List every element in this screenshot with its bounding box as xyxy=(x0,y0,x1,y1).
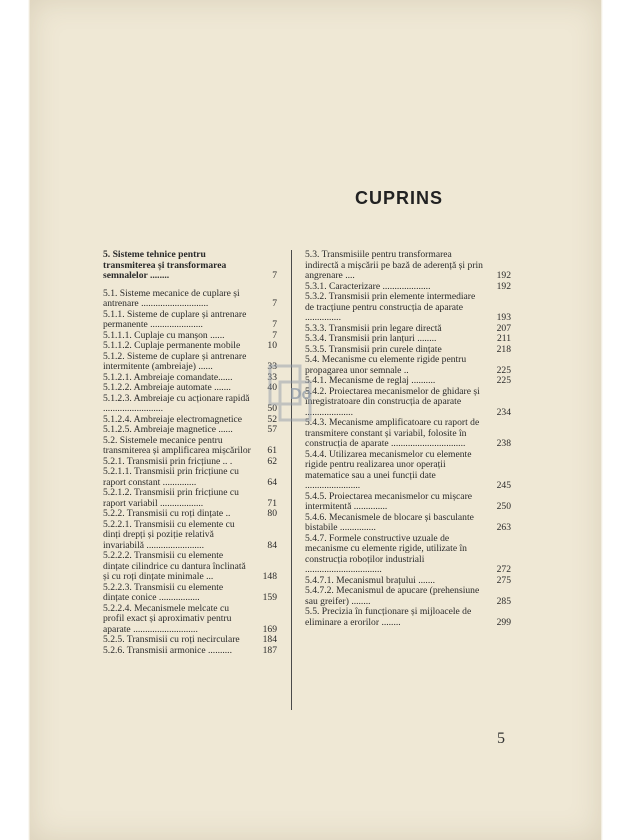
toc-entry-page: 285 xyxy=(496,595,511,607)
toc-entry-page: 225 xyxy=(496,375,511,386)
toc-entry-title: 5.2.5. Transmisii cu roți necirculare xyxy=(103,634,240,645)
toc-entry-title: 5.4.7.1. Mecanismul brațului ....... xyxy=(305,574,436,586)
toc-entry-page: 33 xyxy=(267,371,277,383)
toc-entry-title: 5.4.5. Proiectarea mecanismelor cu mișcare intermitentă .............. xyxy=(305,490,473,512)
toc-entry-page: 169 xyxy=(262,623,277,635)
toc-entry-title: 5.1.2.3. Ambreiaje cu acționare rapidă ......................... xyxy=(103,392,250,414)
toc-entry-page: 84 xyxy=(267,539,277,551)
toc-entry-title: 5.3.3. Transmisii prin legare directă xyxy=(305,322,442,334)
toc-entry-page: 207 xyxy=(496,322,511,334)
toc-entry-page: 71 xyxy=(267,497,277,509)
toc-entry-title: 5.5. Precizia în funcționare și mijloacele de eliminare a erorilor ........ xyxy=(305,606,472,628)
toc-entry-title: 5.2.1.1. Transmisii prin fricțiune cu raport constant .............. xyxy=(103,466,239,488)
toc-entry-title: 5.1.2.1. Ambreiaje comandate...... xyxy=(103,371,233,383)
toc-entry-title: 5.1.1.2. Cuplaje permanente mobile xyxy=(103,340,241,351)
toc-entry-page: 7 xyxy=(272,319,277,330)
toc-entry-title: 5.1.1. Sisteme de cuplare și antrenare permanente ...................... xyxy=(103,308,247,330)
toc-entry xyxy=(103,467,277,488)
toc-entry xyxy=(103,509,277,520)
toc-entry-page: 40 xyxy=(267,382,277,393)
toc-entry xyxy=(103,583,277,604)
toc-entry xyxy=(103,551,277,583)
page-title: CUPRINS xyxy=(355,188,444,208)
toc-entry xyxy=(103,635,277,646)
toc-entry xyxy=(305,334,511,345)
toc-entry-title: 5.4.2. Proiectarea mecanismelor de ghidare și înregistratoare din construcția de aparate .................... xyxy=(305,385,480,418)
toc-entry-page: 80 xyxy=(267,508,277,519)
toc-entry-title: 5.2.2.2. Transmisii cu elemente dințate cilindrice cu dantura înclinată și cu roți dințate minimale ... xyxy=(103,550,246,582)
toc-entry-page: 7 xyxy=(272,298,277,309)
toc-entry-title: 5.1.2. Sisteme de cuplare și antrenare intermitente (ambreiaje) ...... xyxy=(103,350,247,372)
toc-entry-page: 184 xyxy=(262,634,277,645)
toc-entry-page: 250 xyxy=(496,501,511,512)
watermark-text: Do xyxy=(290,386,312,403)
toc-entry-title: 5.4.6. Mecanismele de blocare și basculante bistabile ............... xyxy=(305,511,474,533)
toc-entry-title: 5.1.2.2. Ambreiaje automate ....... xyxy=(103,382,231,393)
toc-entry xyxy=(103,488,277,509)
toc-entry-page: 159 xyxy=(262,592,277,603)
toc-entry-title: 5.4.4. Utilizarea mecanismelor cu elemente rigide pentru realizarea unor operații matematice sau a unei funcții date ....................... xyxy=(305,448,472,491)
toc-entry xyxy=(103,425,277,436)
toc-entry-page: 225 xyxy=(496,364,511,376)
toc-entry-page: 187 xyxy=(262,644,277,656)
toc-entry-title: 5.3.1. Caracterizare .................... xyxy=(305,280,431,292)
toc-entry xyxy=(305,534,511,576)
toc-entry-page: 148 xyxy=(262,571,277,582)
column-divider xyxy=(291,250,292,710)
toc-entry-page: 299 xyxy=(496,616,511,628)
toc-entry-title: 5.2.2.3. Transmisii cu elemente dințate conice ................. xyxy=(103,581,224,603)
toc-entry-page: 218 xyxy=(496,343,511,355)
toc-entry-page: 192 xyxy=(496,280,511,292)
toc-entry-title: 5.3.2. Transmisii prin elemente intermediare de tracțiune pentru construcția de aparate ............... xyxy=(305,291,476,323)
toc-entry-page: 192 xyxy=(496,270,511,281)
toc-entry xyxy=(103,383,277,394)
toc-entry-title: 5.4.7.2. Mecanismul de apucare (prehensiune sau greifer) ........ xyxy=(305,585,480,607)
toc-entry xyxy=(103,604,277,636)
toc-entry-page: 33 xyxy=(267,361,277,372)
toc-entry-page: 52 xyxy=(267,413,277,425)
toc-entry xyxy=(305,492,511,513)
toc-entry-page: 7 xyxy=(272,329,277,341)
toc-entry xyxy=(305,586,511,607)
toc-entry xyxy=(305,450,511,492)
toc-entry-title: 5.1. Sisteme mecanice de cuplare și antrenare ............................ xyxy=(103,287,240,309)
toc-entry xyxy=(305,607,511,628)
toc-entry xyxy=(103,436,277,457)
toc-entry-page: 275 xyxy=(496,574,511,586)
toc-entry xyxy=(103,520,277,552)
toc-entry xyxy=(305,513,511,534)
toc-entry-title: 5.2.1.2. Transmisii prin fricțiune cu raport variabil .................. xyxy=(103,487,239,509)
toc-entry-title: 5.4.1. Mecanisme de reglaj .......... xyxy=(305,375,436,386)
toc-entry xyxy=(103,394,277,415)
toc-entry-page: 211 xyxy=(496,333,511,344)
toc-entry xyxy=(103,352,277,373)
toc-entry xyxy=(305,292,511,324)
toc-entry-page: 57 xyxy=(267,424,277,435)
toc-entry-page: 263 xyxy=(496,522,511,533)
toc-right-column xyxy=(305,250,511,628)
toc-entry-title: 5.2.6. Transmisii armonice .......... xyxy=(103,644,232,656)
toc-entry xyxy=(103,646,277,657)
toc-entry-title: 5.4. Mecanisme cu elemente rigide pentru propagarea unor semnale .. xyxy=(305,354,467,376)
toc-entry xyxy=(103,289,277,310)
toc-entry xyxy=(305,250,511,282)
toc-entry-title: 5.2.1. Transmisii prin fricțiune .. . xyxy=(103,455,233,467)
toc-entry-page: 234 xyxy=(496,406,511,418)
toc-entry-title: 5.3. Transmisiile pentru transformarea indirectă a mișcării pe bază de aderență și prin angrenare .... xyxy=(305,249,483,281)
toc-entry-title: 5.1.2.5. Ambreiaje magnetice ...... xyxy=(103,424,233,435)
toc-entry-title: 5.4.3. Mecanisme amplificatoare cu raport de transmitere constant și variabil, folosite în construcția de aparate ............................... xyxy=(305,417,480,449)
toc-entry-title: 5.2.2.4. Mecanismele melcate cu profil exact și aproximativ pentru aparate ........................... xyxy=(103,602,232,635)
toc-entry-title: 5.2.2. Transmisii cu roți dințate .. xyxy=(103,508,231,519)
toc-entry-page: 61 xyxy=(267,445,277,456)
toc-entry-page: 7 xyxy=(272,270,277,281)
toc-entry-title: 5.3.5. Transmisii prin curele dințate xyxy=(305,343,442,355)
toc-entry-page: 50 xyxy=(267,403,277,414)
toc-entry-title: 5.4.7. Formele constructive uzuale de mecanisme cu elemente rigide, utilizate în construcția roboților industriali ................................ xyxy=(305,532,467,575)
toc-entry xyxy=(103,310,277,331)
toc-entry-page: 272 xyxy=(496,564,511,575)
toc-entry-page: 245 xyxy=(496,480,511,491)
toc-entry-title: 5.2.2.1. Transmisii cu elemente cu dinți drepți și poziție relativă invariabilă ........................ xyxy=(103,518,235,551)
toc-entry-title: 5. Sisteme tehnice pentru transmiterea și transformarea semnalelor ........ xyxy=(103,249,227,281)
toc-entry xyxy=(103,341,277,352)
toc-entry-page: 62 xyxy=(267,455,277,467)
toc-entry-title: 5.1.1.1. Cuplaje cu manșon ...... xyxy=(103,329,225,341)
toc-left-column xyxy=(103,250,277,656)
toc-entry-page: 64 xyxy=(267,476,277,488)
toc-entry-title: 5.2. Sistemele mecanice pentru transmiterea și amplificarea mișcărilor xyxy=(103,434,251,456)
toc-entry-page: 10 xyxy=(267,340,277,351)
toc-entry-page: 238 xyxy=(496,438,511,449)
page-number: 5 xyxy=(497,730,505,747)
toc-entry-page: 193 xyxy=(496,312,511,323)
toc-entry-title: 5.1.2.4. Ambreiaje electromagnetice xyxy=(103,413,243,425)
toc-entry xyxy=(103,250,277,282)
toc-entry-title: 5.3.4. Transmisii prin lanțuri ........ xyxy=(305,333,437,344)
